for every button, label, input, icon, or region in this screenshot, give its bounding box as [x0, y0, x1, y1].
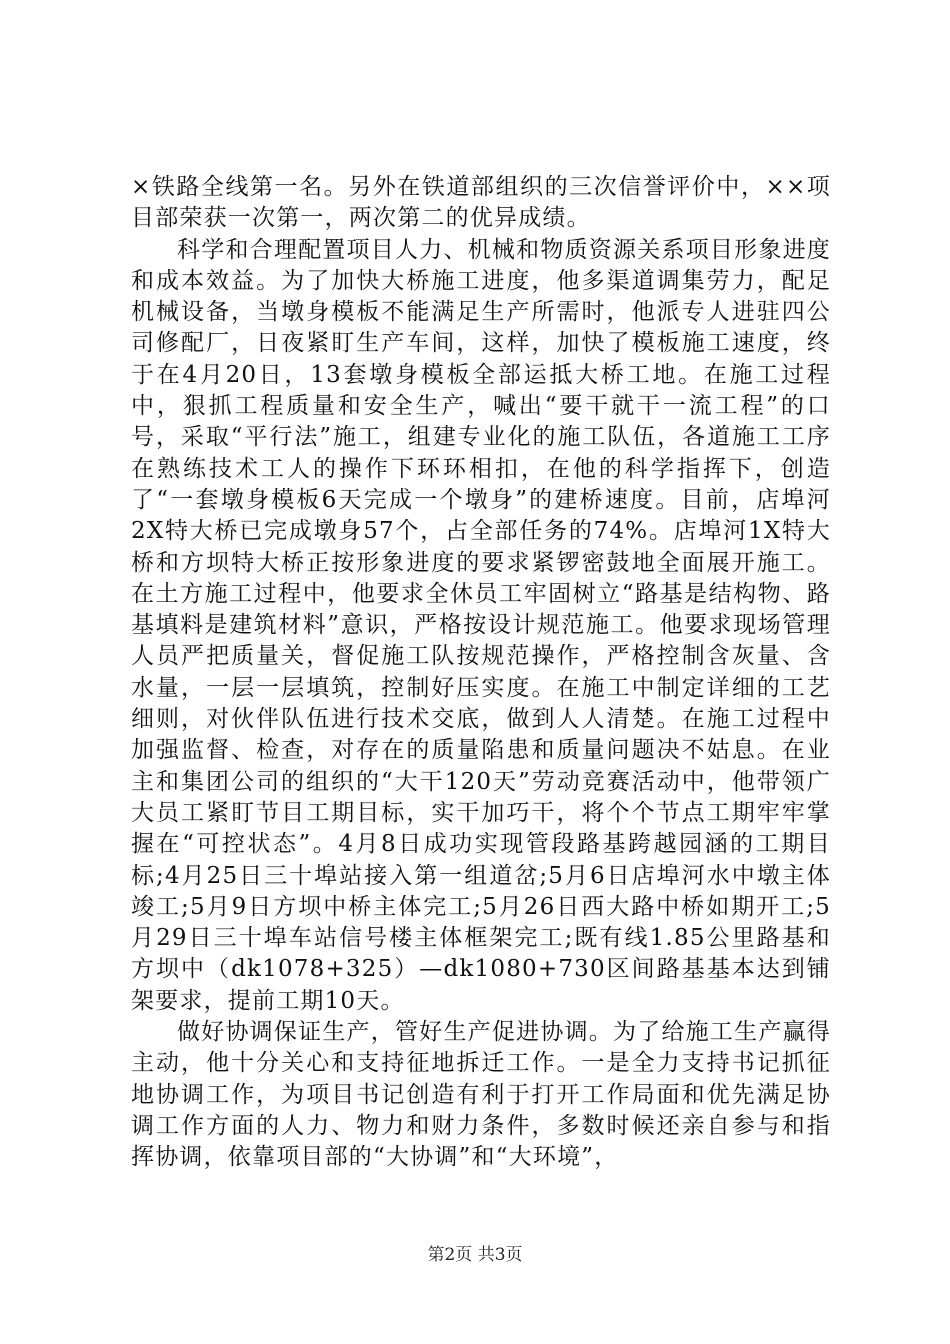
paragraph-continuation: ×铁路全线第一名。另外在铁道部组织的三次信誉评价中，××项目部荣获一次第一，两次第二的优异成绩。 [131, 174, 831, 232]
paragraph-coordination: 做好协调保证生产，管好生产促进协调。为了给施工生产赢得主动，他十分关心和支持征地拆迁工作。一是全力支持书记抓征地协调工作，为项目书记创造有利于打开工作局面和优先满足协调工作方面的人力、物力和财力条件，多数时候还亲自参与和指挥协调，依靠项目部的“大协调”和“大环境”， [131, 1019, 831, 1171]
page-footer: 第2页 共3页 [427, 1245, 523, 1265]
document-body [131, 172, 831, 1174]
paragraph-resource-allocation: 科学和合理配置项目人力、机械和物质资源关系项目形象进度和成本效益。为了加快大桥施工进度，他多渠道调集劳力，配足机械设备，当墩身模板不能满足生产所需时，他派专人进驻四公司修配厂，日夜紧盯生产车间，这样，加快了模板施工速度，终于在4月20日，13套墩身模板全部运抵大桥工地。在施工过程中，狠抓工程质量和安全生产，喊出“要干就干一流工程”的口号，采取“平行法”施工，组建专业化的施工队伍，各道施工工序在熟练技术工人的操作下环环相扣，在他的科学指挥下，创造了“一套墩身模板6天完成一个墩身”的建桥速度。目前，店埠河2X特大桥已完成墩身57个，占全部任务的74%。店埠河1X特大桥和方坝特大桥正按形象进度的要求紧锣密鼓地全面展开施工。在土方施工过程中，他要求全休员工牢固树立“路基是结构物、路基填料是建筑材料”意识，严格按设计规范施工。他要求现场管理人员严把质量关，督促施工队按规范操作，严格控制含灰量、含水量，一层一层填筑，控制好压实度。在施工中制定详细的工艺细则，对伙伴队伍进行技术交底，做到人人清楚。在施工过程中加强监督、检查，对存在的质量陷患和质量问题决不姑息。在业主和集团公司的组织的“大干120天”劳动竞赛活动中，他带领广大员工紧盯节目工期目标，实干加巧干，将个个节点工期牢牢掌握在“可控状态”。4月8日成功实现管段路基跨越园涵的工期目标;4月25日三十埠站接入第一组道岔;5月6日店埠河水中墩主体竣工;5月9日方坝中桥主体完工;5月26日西大路中桥如期开工;5月29日三十埠车站信号楼主体框架完工;既有线1.85公里路基和方坝中（dk1078+325）—dk1080+730区间路基基本达到铺架要求，提前工期10天。 [131, 236, 831, 1014]
